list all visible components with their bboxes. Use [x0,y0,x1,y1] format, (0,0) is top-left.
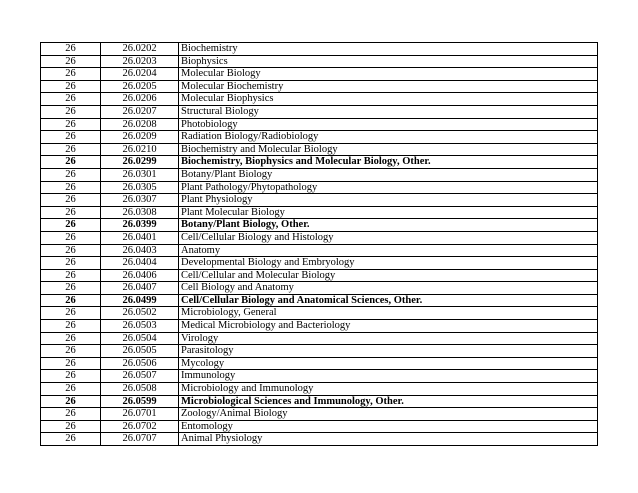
cip-code-table [40,42,598,446]
program-title-cell: Microbiological Sciences and Immunology, Other. [179,395,598,408]
cip-code-cell: 26.0205 [101,80,179,93]
program-title-cell: Molecular Biochemistry [179,80,598,93]
table-row [41,320,598,333]
program-title-cell: Immunology [179,370,598,383]
cip-code-cell: 26.0504 [101,332,179,345]
cip-code-cell: 26.0307 [101,194,179,207]
family-code-cell: 26 [41,181,101,194]
program-title-cell: Biochemistry, Biophysics and Molecular Biology, Other. [179,156,598,169]
table-row [41,181,598,194]
table-row [41,244,598,257]
table-row [41,68,598,81]
cip-code-cell: 26.0407 [101,282,179,295]
family-code-cell: 26 [41,320,101,333]
program-title-cell: Parasitology [179,345,598,358]
cip-code-cell: 26.0208 [101,118,179,131]
family-code-cell: 26 [41,294,101,307]
table-row [41,433,598,446]
program-title-cell: Mycology [179,357,598,370]
family-code-cell: 26 [41,156,101,169]
program-title-cell: Plant Physiology [179,194,598,207]
cip-code-cell: 26.0499 [101,294,179,307]
cip-code-cell: 26.0599 [101,395,179,408]
program-title-cell: Developmental Biology and Embryology [179,257,598,270]
family-code-cell: 26 [41,383,101,396]
program-title-cell: Virology [179,332,598,345]
program-title-cell: Microbiology, General [179,307,598,320]
table-row [41,206,598,219]
family-code-cell: 26 [41,118,101,131]
family-code-cell: 26 [41,269,101,282]
family-code-cell: 26 [41,370,101,383]
table-row [41,194,598,207]
table-row [41,93,598,106]
family-code-cell: 26 [41,408,101,421]
cip-code-cell: 26.0308 [101,206,179,219]
family-code-cell: 26 [41,43,101,56]
program-title-cell: Botany/Plant Biology [179,168,598,181]
program-title-cell: Biochemistry [179,43,598,56]
program-title-cell: Cell/Cellular Biology and Histology [179,231,598,244]
family-code-cell: 26 [41,80,101,93]
cip-code-cell: 26.0507 [101,370,179,383]
program-title-cell: Photobiology [179,118,598,131]
cip-code-cell: 26.0207 [101,105,179,118]
cip-code-cell: 26.0502 [101,307,179,320]
program-title-cell: Molecular Biology [179,68,598,81]
family-code-cell: 26 [41,206,101,219]
cip-code-cell: 26.0403 [101,244,179,257]
table-row [41,118,598,131]
cip-code-cell: 26.0707 [101,433,179,446]
family-code-cell: 26 [41,307,101,320]
table-row [41,357,598,370]
table-row [41,55,598,68]
table-row [41,43,598,56]
family-code-cell: 26 [41,105,101,118]
program-title-cell: Cell/Cellular and Molecular Biology [179,269,598,282]
family-code-cell: 26 [41,395,101,408]
table-row-subtotal [41,294,598,307]
program-title-cell: Cell Biology and Anatomy [179,282,598,295]
table-row [41,131,598,144]
family-code-cell: 26 [41,194,101,207]
table-row [41,408,598,421]
table-row [41,168,598,181]
cip-code-cell: 26.0404 [101,257,179,270]
family-code-cell: 26 [41,143,101,156]
program-title-cell: Plant Molecular Biology [179,206,598,219]
family-code-cell: 26 [41,345,101,358]
table-row [41,370,598,383]
table-row-subtotal [41,156,598,169]
family-code-cell: 26 [41,433,101,446]
program-title-cell: Biochemistry and Molecular Biology [179,143,598,156]
program-title-cell: Zoology/Animal Biology [179,408,598,421]
family-code-cell: 26 [41,257,101,270]
program-title-cell: Molecular Biophysics [179,93,598,106]
family-code-cell: 26 [41,219,101,232]
table-row [41,231,598,244]
table-row [41,383,598,396]
cip-code-cell: 26.0508 [101,383,179,396]
table-row [41,269,598,282]
table-row [41,332,598,345]
family-code-cell: 26 [41,357,101,370]
cip-code-cell: 26.0406 [101,269,179,282]
cip-code-cell: 26.0401 [101,231,179,244]
program-title-cell: Anatomy [179,244,598,257]
cip-code-cell: 26.0503 [101,320,179,333]
table-row [41,105,598,118]
cip-code-cell: 26.0399 [101,219,179,232]
program-title-cell: Animal Physiology [179,433,598,446]
cip-table-body [41,43,598,446]
family-code-cell: 26 [41,282,101,295]
table-row [41,143,598,156]
table-row [41,307,598,320]
program-title-cell: Botany/Plant Biology, Other. [179,219,598,232]
cip-code-cell: 26.0505 [101,345,179,358]
cip-code-cell: 26.0701 [101,408,179,421]
cip-code-cell: 26.0206 [101,93,179,106]
cip-code-cell: 26.0305 [101,181,179,194]
program-title-cell: Radiation Biology/Radiobiology [179,131,598,144]
cip-code-cell: 26.0210 [101,143,179,156]
program-title-cell: Entomology [179,420,598,433]
program-title-cell: Biophysics [179,55,598,68]
family-code-cell: 26 [41,55,101,68]
table-row [41,80,598,93]
cip-code-cell: 26.0202 [101,43,179,56]
family-code-cell: 26 [41,93,101,106]
cip-code-cell: 26.0299 [101,156,179,169]
table-row [41,282,598,295]
cip-code-cell: 26.0209 [101,131,179,144]
program-title-cell: Microbiology and Immunology [179,383,598,396]
family-code-cell: 26 [41,231,101,244]
family-code-cell: 26 [41,244,101,257]
cip-code-cell: 26.0301 [101,168,179,181]
program-title-cell: Medical Microbiology and Bacteriology [179,320,598,333]
table-row [41,345,598,358]
program-title-cell: Plant Pathology/Phytopathology [179,181,598,194]
cip-code-cell: 26.0506 [101,357,179,370]
table-row [41,257,598,270]
family-code-cell: 26 [41,420,101,433]
table-row-subtotal [41,395,598,408]
table-row [41,420,598,433]
cip-code-cell: 26.0203 [101,55,179,68]
family-code-cell: 26 [41,68,101,81]
cip-code-cell: 26.0204 [101,68,179,81]
program-title-cell: Cell/Cellular Biology and Anatomical Sciences, Other. [179,294,598,307]
family-code-cell: 26 [41,168,101,181]
program-title-cell: Structural Biology [179,105,598,118]
family-code-cell: 26 [41,332,101,345]
family-code-cell: 26 [41,131,101,144]
cip-code-cell: 26.0702 [101,420,179,433]
table-row-subtotal [41,219,598,232]
